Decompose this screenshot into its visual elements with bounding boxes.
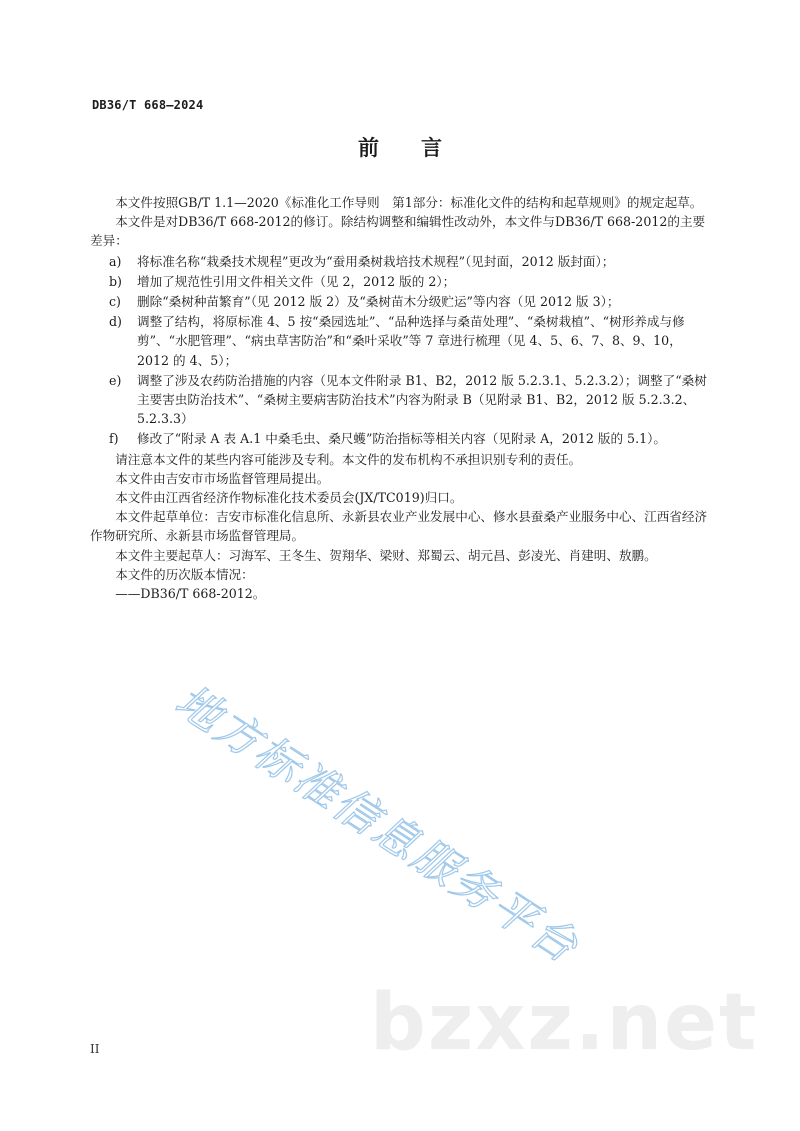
change-label: e) <box>109 372 122 388</box>
foreword-body <box>90 193 715 603</box>
change-label: b) <box>109 273 122 289</box>
site-watermark: bzxz.net <box>370 978 759 1068</box>
change-item <box>90 252 715 271</box>
change-item <box>90 292 715 311</box>
change-text: 调整了结构，将原标准 4、5 按“桑园选址”、“品种选择与桑苗处理”、“桑树栽植”、“树形养成与修剪”、“水肥管理”、“病虫草害防治”和“桑叶采收”等 7 章进行梳理（见 4、5、6、7、8、9、10， 2012 的 4、5）； <box>137 314 685 368</box>
watermark-text: 地方标准信息服务平台 <box>166 675 589 974</box>
change-label: c) <box>109 294 121 310</box>
page-number: II <box>90 1042 100 1056</box>
change-text: 调整了涉及农药防治措施的内容（见本文件附录 B1、B2，2012 版 5.2.3.1、5.2.3.2）；调整了“桑树主要害虫防治技术”、“桑树主要病害防治技术”内容为附录 B（见附录 B1、B2，2012 版 5.2.3.2、5.2.3.3） <box>137 372 707 427</box>
intro-paragraph: 本文件按照GB/T 1.1—2020《标准化工作导则 第1部分：标准化文件的结构和起草规则》的规定起草。 <box>115 195 703 210</box>
note-paragraph: 本文件起草单位：吉安市标准化信息所、永新县农业产业发展中心、修水县蚕桑产业服务中心、江西省经济作物研究所、永新县市场监督管理局。 <box>90 509 708 544</box>
change-item <box>90 272 715 291</box>
change-item <box>90 312 715 370</box>
document-code: DB36/T 668—2024 <box>92 98 204 112</box>
title-char-2: 言 <box>421 135 442 160</box>
change-text: 删除“桑树种苗繁育”（见 2012 版 2）及“桑树苗木分级贮运”等内容（见 2012 版 3）； <box>137 294 620 310</box>
change-text: 修改了“附录 A 表 A.1 中桑毛虫、桑尺蠖”防治指标等相关内容（见附录 A，2012 版的 5.1）。 <box>137 431 666 447</box>
note-paragraph: 请注意本文件的某些内容可能涉及专利。本文件的发布机构不承担识别专利的责任。 <box>115 451 582 467</box>
change-label: a) <box>109 253 122 269</box>
change-text: 增加了规范性引用文件相关文件（见 2，2012 版的 2）； <box>137 273 456 289</box>
change-item <box>90 429 715 448</box>
note-paragraph: 本文件的历次版本情况： <box>115 566 254 582</box>
intro-paragraph: 本文件是对DB36/T 668-2012的修订。除结构调整和编辑性改动外，本文件与DB36/T 668-2012的主要差异： <box>90 214 706 249</box>
version-history: ——DB36/T 668-2012。 <box>115 586 266 602</box>
page-title <box>0 132 800 162</box>
note-paragraph: 本文件主要起草人：习海军、王冬生、贺翔华、梁财、郑蜀云、胡元昌、彭凌光、肖建明、敖鹏。 <box>115 547 657 563</box>
note-paragraph: 本文件由江西省经济作物标准化技术委员会(JX/TC019)归口。 <box>115 490 463 506</box>
title-char-1: 前 <box>358 135 379 160</box>
change-text: 将标准名称“栽桑技术规程”更改为“蚕用桑树栽培技术规程”（见封面，2012 版封面）； <box>137 253 615 269</box>
change-item <box>90 371 715 429</box>
change-label: f) <box>109 431 119 447</box>
change-label: d) <box>109 314 122 330</box>
note-paragraph: 本文件由吉安市市场监督管理局提出。 <box>115 470 330 486</box>
